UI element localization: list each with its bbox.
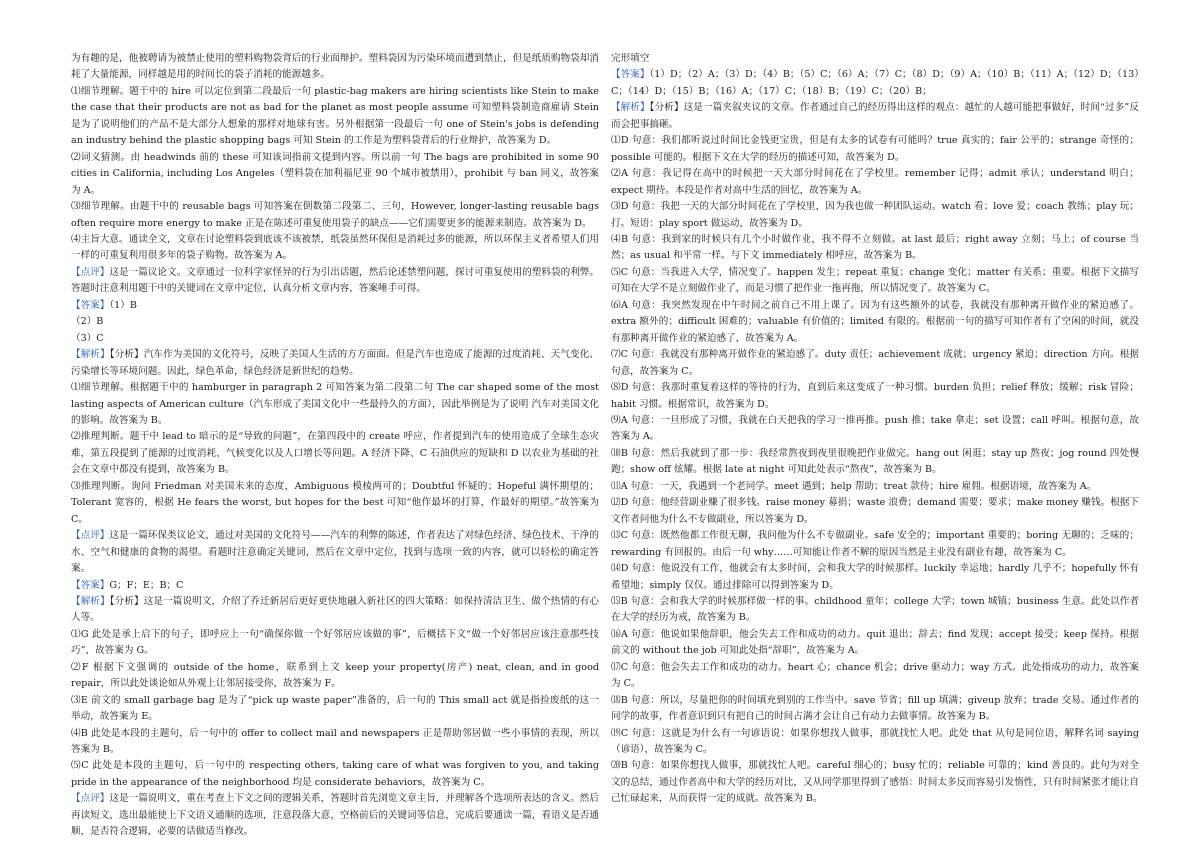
- paragraph: ⑽B 句意：然后我就到了那一步：我经常熬夜到夜里很晚把作业做完。hang out 闲逛；stay up 熬夜；jog round 四处慢跑；show off 炫耀。根据 late at night 可知此处表示“熬夜”，故答案为 B。: [611, 447, 1139, 476]
- paragraph: 【解析】【分析】这是一篇夹叙夹议的文章。作者通过自己的经历得出这样的观点：越忙的人越可能把事做好，时间“过多”反而会把事搞砸。: [611, 102, 1139, 130]
- paragraph: ⑵词义猜测。由 headwinds 前的 these 可知该词指前文提到内容。所以前一句 The bags are prohibited in some 90 cities in California, including Los Angeles（塑料袋在加利福尼亚 90 个城市被禁用），prohibit 与 ban 同义，故答案为 A。: [71, 151, 599, 196]
- paragraph: ⑴细节理解。根据题干中的 hamburger in paragraph 2 可知答案为第二段第二句 The car shaped some of the most lasting aspects of American culture（汽车形成了美国文化中一些最持久的方面），因此举例是为了说明 汽车对美国文化的影响。故答案为 B。: [71, 382, 599, 426]
- paragraph: ⑵A 句意：我记得在高中的时候把一天大部分时间花在了学校里。remember 记得；admit 承认；understand 明白；expect 期待。本段是作者对高中生活的回忆，故答案为 A。: [611, 168, 1139, 196]
- paragraph: ⒇B 句意：如果你想找人做事，那就找忙人吧。careful 细心的；busy 忙的；reliable 可靠的；kind 善良的。此句为对全文的总结，通过作者高中和大学的经历对比，又从同学那里得到了感悟：时间太多反而容易引发惰性，只有时间紧张才能让自己忙碌起来，从而获得一定的成就。故答案为 B。: [611, 760, 1139, 805]
- paragraph: 【答案】G；F；E；B；C: [71, 579, 184, 591]
- paragraph: ⒂B 句意：会和我大学的时候那样做一样的事。childhood 童年；college 大学；town 城镇；business 生意。此处以作者在大学的经历为戒，故答案为 B。: [611, 595, 1139, 624]
- paragraph: ⑼A 句意：一旦形成了习惯，我就在白天把我的学习一推再推。push 推；take 拿走；set 设置；call 呼叫。根据句意，故答案为 A。: [611, 414, 1139, 443]
- paragraph: （3）C: [71, 332, 104, 344]
- left-column: [71, 51, 599, 843]
- section-tag: 【答案】: [611, 69, 650, 81]
- section-heading: 完形填空: [611, 53, 650, 64]
- paragraph: ⒆C 句意：这就是为什么有一句谚语说：如果你想找人做事，那就找忙人吧。此处 that 从句是同位语，解释名词 saying（谚语），故答案为 C。: [611, 727, 1139, 756]
- paragraph: 【点评】这是一篇环保类议论文，通过对美国的文化符号——汽车的利弊的陈述，作者表达了对绿色经济、绿色技术、干净的水、空气和健康的食物的渴望。看题时注意确定关键词，然后在文章中定位，找到与选项一致的内容，就可以轻松的确定答案。: [71, 530, 599, 575]
- paragraph: 【点评】这是一篇议论文。文章通过一位科学家怪异的行为引出话题，然后论述禁塑问题，探讨可重复使用的塑料袋的利弊。答题时注意利用题干中的关键词在文章中定位，认真分析文章内容，答案唾手可得。: [71, 266, 599, 295]
- paragraph: ⑶推理判断。询问 Friedman 对美国未来的态度，Ambiguous 模棱两可的；Doubtful 怀疑的；Hopeful 满怀期望的；Tolerant 宽容的，根据 He fears the worst, but hopes for the best 可知“他作最坏的打算，作最好的期望。”故答案为 C。: [71, 480, 599, 525]
- paragraph: ⑴细节理解。题干中的 hire 可以定位到第二段最后一句 plastic-bag makers are hiring scientists like Stein to make the case that their products are not as bad for the planet as most people assume 可知塑料袋制造商雇请 Stein 是为了说明他们的产品不是大部分人想象的那样对地球有害。另外根据第一段最后一句 one of Stein's jobs is defending an industry behind the plastic shopping bags 可知 Stein 的工作是为塑料袋背后的行业辩护，故答案为 D。: [71, 85, 599, 147]
- paragraph: ⒄C 句意：他会失去工作和成功的动力。heart 心；chance 机会；drive 驱动力；way 方式。此处指成功的动力，故答案为 C。: [611, 661, 1139, 690]
- section-tag: 【点评】: [71, 266, 110, 278]
- paragraph: 【答案】（1）B: [71, 299, 137, 311]
- section-tag: 【点评】: [71, 793, 110, 805]
- section-tag: 【解析】: [71, 595, 110, 607]
- paragraph: ⒁D 句意：他说没有工作，他就会有太多时间，会和我大学的时候那样。luckily 幸运地；hardly 几乎不；hopefully 怀有希望地；simply 仅仅。通过排除可以得到答案为 D。: [611, 563, 1139, 591]
- paragraph: ⑷主旨大意。通读全文，文章在讨论塑料袋到底该不该被禁，纸袋虽然环保但是消耗过多的能源，所以环保主义者希望人们用一样的可重复利用很多年的袋子购物。故答案为 A。: [71, 233, 599, 262]
- paragraph: ⒃A 句意：他说如果他辞职，他会失去工作和成功的动力。quit 退出；辞去；find 发现；accept 接受；keep 保持。根据前文的 without the job 可知此处指“辞职”，故答案为 A。: [611, 628, 1139, 657]
- paragraph: ⑹A 句意：我突然发现在中午时间之前自己不用上课了。因为有这些额外的试卷，我就没有那种离开做作业的紧迫感了。extra 额外的；difficult 困难的；valuable 有价值的；limited 有限的。根据前一句的描写可知作者有了空闲的时间，就没有那种离开做作业的紧迫感了，故答案为 A。: [611, 299, 1139, 344]
- paragraph: ⒀C 句意：既然他都工作很无聊，我问他为什么不专做副业。safe 安全的；important 重要的；boring 无聊的；乏味的；rewarding 有回报的。由后一句 why……可知能让作者不解的原因当然是主业没有副业有趣，故答案为 C。: [611, 530, 1139, 558]
- paragraph: 【解析】【分析】汽车作为美国的文化符号，反映了美国人生活的方方面面。但是汽车也造成了能源的过度消耗、天气变化、污染增长等环境问题。因此，绿色革命，绿色经济是新世纪的趋势。: [71, 349, 599, 377]
- paragraph: ⑶E 前文的 small garbage bag 是为了“pick up waste paper”准备的，后一句的 This small act 就是指捡废纸的这一举动，故答案为 E。: [71, 694, 599, 723]
- paragraph: ⑺C 句意：我就没有那种离开做作业的紧迫感了。duty 责任；achievement 成就；urgency 紧迫；direction 方向。根据句意，故答案为 C。: [611, 349, 1139, 377]
- paragraph: ⑶D 句意：我把一天的大部分时间花在了学校里，因为我也做一种团队运动。watch 看；love 爱；coach 教练；play 玩；打。短语：play sport 做运动，故答案为 D。: [611, 201, 1139, 229]
- paragraph: ⑷B 此处是本段的主题句，后一句中的 offer to collect mail and newspapers 正是帮助邻居做一些小事情的表现，所以答案为 B。: [71, 727, 599, 756]
- paragraph: ⑵推理判断。题干中 lead to 暗示的是“导致的问题”，在第四段中的 create 呼应，作者提到汽车的使用造成了全球生态灾难，第五段提到了能源的过度消耗、气候变化以及人口增长等问题。A 经济下降、C 石油供应的短缺和 D 以农业为基础的社会在文章中都没有提到，故答案为 B。: [71, 431, 599, 476]
- section-tag: 【答案】: [71, 299, 110, 311]
- paragraph: ⑶细节理解。由题干中的 reusable bags 可知答案在倒数第二段第二、三句，However, longer-lasting reusable bags often require more energy to make 正是在陈述可重复使用袋子的缺点——它们需要更多的能源来制造。故答案为 D。: [71, 201, 599, 229]
- paragraph: ⑸C 句意：当我进入大学，情况变了。happen 发生；repeat 重复；change 变化；matter 有关系；重要。根据下文描写可知在大学不是立刻做作业了，而是习惯了把作业一拖再拖，所以情况变了。故答案为 C。: [611, 266, 1139, 295]
- paragraph: ⑿D 句意：他经营副业赚了很多钱。raise money 募捐；waste 浪费；demand 需要；要求；make money 赚钱。根据下文作者问他为什么不专做副业，所以答案为 D。: [611, 497, 1139, 525]
- section-tag: 【解析】: [611, 102, 650, 114]
- section-tag: 【答案】: [71, 579, 110, 591]
- paragraph: ⒅B 句意：所以，尽量把你的时间填充到别的工作当中。save 节省；fill up 填满；giveup 放弃；trade 交易。通过作者的同学的故事，作者意识到只有把自己的时间占满才会让自己有动力去做事情。故答案为 B。: [611, 694, 1139, 723]
- paragraph: ⑾A 句意：一天，我遇到一个老同学。meet 遇到；help 帮助；treat 款待；hire 雇佣。根据语境，故答案为 A。: [611, 480, 1097, 492]
- paragraph: 【点评】这是一篇说明文，重在考查上下文之间的逻辑关系，答题时首先浏览文章主旨，并理解各个选项所表达的含义。然后再读短文，选出最能使上下文语义通顺的选项，注意段落大意，空格前后的关键词等信息，完成后要通读一篇，看语义是否通顺，是否符合逻辑，必要的话做适当修改。: [71, 793, 599, 838]
- paragraph: ⑸C 此处是本段的主题句，后一句中的 respecting others, taking care of what was forgiven to you, and taking pride in the appearance of the neighborhood 均是 considerate behaviors，故答案为 C。: [71, 760, 599, 788]
- paragraph: 为有趣的是，他被聘请为被禁止使用的塑料购物袋背后的行业面辩护。塑料袋因为污染环境而遭到禁止，但是纸质购物袋却消耗了大量能源，同样越是用的时间长的袋子消耗的能源越多。: [71, 53, 599, 81]
- section-tag: 【解析】: [71, 349, 110, 361]
- paragraph: （2）B: [71, 316, 104, 328]
- right-column: [611, 51, 1139, 809]
- paragraph: ⑻D 句意：我那时重复着这样的等待的行为，直到后来这变成了一种习惯。burden 负担；relief 释放；缓解；risk 冒险；habit 习惯。根据常识，故答案为 D。: [611, 382, 1139, 410]
- paragraph: 【答案】（1）D；（2）A；（3）D；（4）B；（5）C；（6）A；（7）C；（8）D；（9）A；（10）B；（11）A；（12）D；（13）C；（14）D；（15）B；（16）A；（17）C；（18）B；（19）C；（20）B；: [611, 69, 1139, 97]
- paragraph: ⑴D 句意：我们都听说过时间比金钱更宝贵，但是有太多的试卷有可能吗？true 真实的；fair 公平的；strange 奇怪的；possible 可能的。根据下文在大学的经历的描述可知，故答案为 D。: [611, 135, 1139, 163]
- paragraph: ⑵F 根据下文强调的 outside of the home，联系到上文 keep your property(房产) neat, clean, and in good repair，所以此处谈论如从外观上让邻居接受你，故答案为 F。: [71, 661, 599, 690]
- paragraph: ⑴G 此处是承上启下的句子，即呼应上一句“确保你做一个好邻居应该做的事”，后概括下文“做一个好邻居应该注意那些技巧”，故答案为 G。: [71, 628, 599, 657]
- paragraph: ⑷B 句意：我到家的时候只有几个小时做作业，我不得不立刻做。at last 最后；right away 立刻；马上；of course 当然；as usual 和平常一样。与下文 immediately 相呼应，故答案为 B。: [611, 233, 1139, 262]
- section-tag: 【点评】: [71, 530, 110, 542]
- paragraph: 【解析】【分析】这是一篇说明文，介绍了乔迁新居后更好更快地融入新社区的四大策略：如保持清洁卫生、做个热情的有心人等。: [71, 595, 599, 624]
